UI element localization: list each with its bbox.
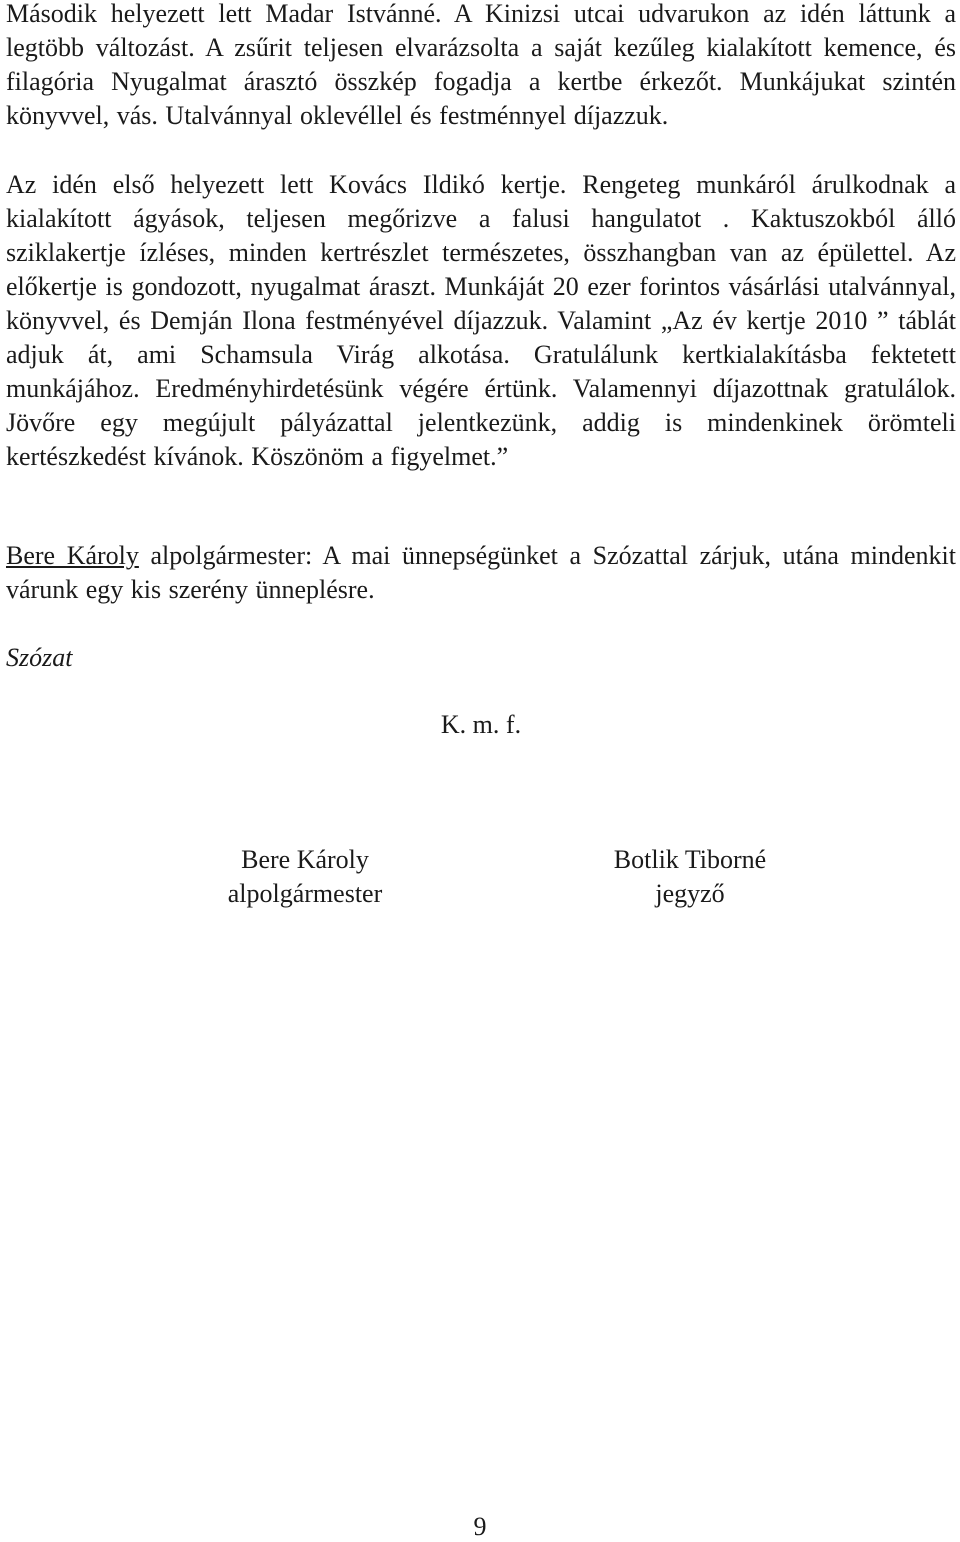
signature-name: Bere Károly: [241, 845, 369, 874]
signature-title: jegyző: [655, 879, 725, 908]
paragraph-first-place: Az idén első helyezett lett Kovács Ildikó kertje. Rengeteg munkáról árulkodnak a kialakított ágyások, teljesen megőrizve a falusi hangulatot . Kaktuszokból álló sziklakertje ízléses, minden kertrészlet természetes, összhangban van az épülettel. Az előkertje is gondozott, nyugalmat áraszt. Munkáját 20 ezer forintos vásárlási utalvánnyal, könyvvel, és Demján Ilona festményével díjazzuk. Valamint „Az év kertje 2010 ” táblát adjuk át, ami Schamsula Virág alkotása. Gratulálunk kertkialakításba fektetett munkájához. Eredményhirdetésünk végére értünk. Valamennyi díjazottnak gratulálok. Jövőre egy megújult pályázattal jelentkezünk, addig is mindenkinek örömteli kertészkedést kívánok. Köszönöm a figyelmet.”: [6, 170, 956, 471]
speaker-name: Bere Károly: [6, 541, 139, 570]
closing-remarks-text: alpolgármester: A mai ünnepségünket a Szózattal zárjuk, utána mindenkit várunk egy kis szerény ünneplésre.: [6, 541, 956, 604]
szozat-heading: Szózat: [6, 643, 73, 672]
signature-title: alpolgármester: [227, 879, 383, 908]
signature-block-right: [590, 843, 790, 911]
paragraph-second-place: Második helyezett lett Madar Istvánné. A Kinizsi utcai udvarukon az idén láttunk a legtöbb változást. A zsűrit teljesen elvarázsolta a saját kezűleg kialakított kemence, és filagória Nyugalmat árasztó összkép fogadja a kertbe érkezőt. Munkájukat szintén könyvvel, vás. Utalvánnyal oklevéllel és festménnyel díjazzuk.: [6, 0, 956, 130]
kmf-line: K. m. f.: [440, 710, 522, 739]
signature-name: Botlik Tiborné: [613, 845, 767, 874]
paragraph-closing-remarks: [6, 539, 956, 607]
page-number: 9: [473, 1512, 487, 1541]
signature-block-left: [205, 843, 405, 911]
